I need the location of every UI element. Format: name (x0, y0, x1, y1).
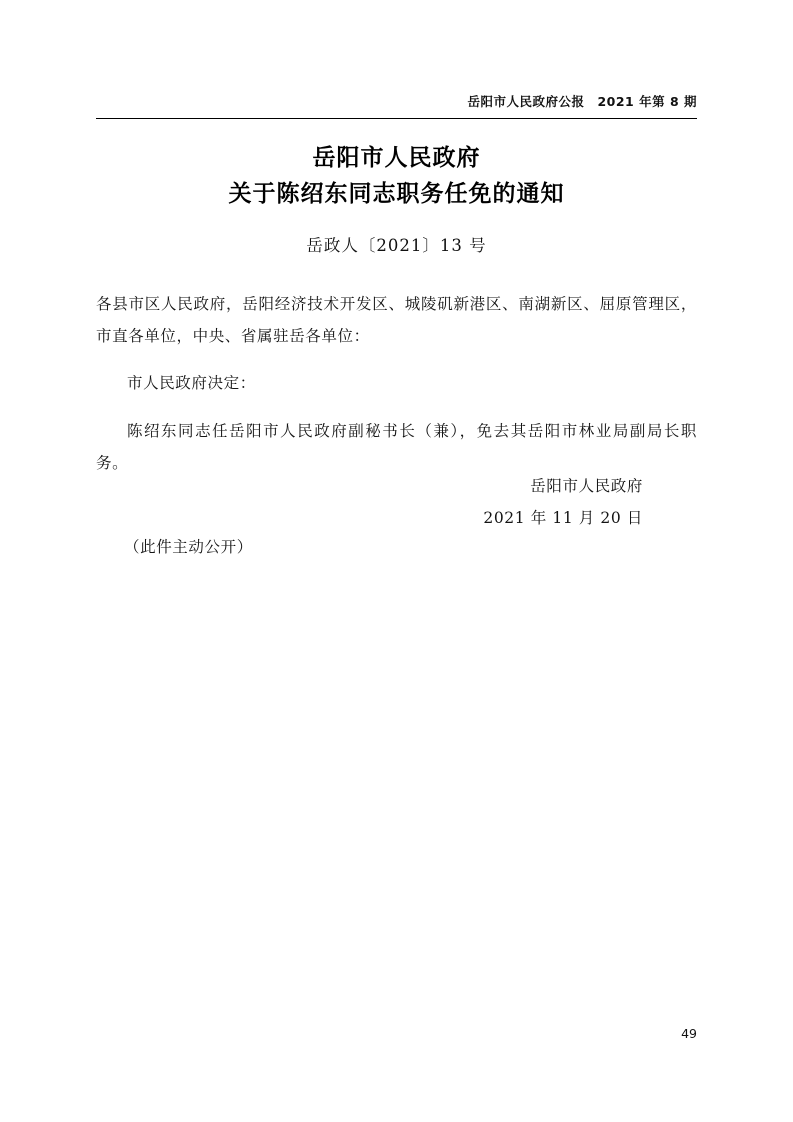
document-body (96, 272, 697, 494)
body-paragraph-2: 陈绍东同志任岳阳市人民政府副秘书长（兼），免去其岳阳市林业局副局长职务。 (96, 421, 697, 472)
page-title-line-2: 关于陈绍东同志职务任免的通知 (228, 181, 565, 207)
document-number: 岳政人〔2021〕13 号 (306, 236, 487, 255)
issue-date: 2021 年 11 月 20 日 (483, 509, 643, 527)
addressee-paragraph: 各县市区人民政府，岳阳经济技术开发区、城陵矶新港区、南湖新区、屈原管理区，市直各单位，中央、省属驻岳各单位： (96, 294, 697, 345)
issuing-authority: 岳阳市人民政府 (530, 477, 643, 495)
body-paragraph-1: 市人民政府决定： (127, 374, 256, 392)
signature-block (96, 470, 697, 534)
title-block (96, 140, 697, 256)
page-number: 49 (681, 1026, 697, 1041)
header-divider (96, 118, 697, 119)
disclosure-note: （此件主动公开） (124, 538, 253, 556)
running-head: 岳阳市人民政府公报 2021 年第 8 期 (467, 94, 697, 109)
page-title-line-1: 岳阳市人民政府 (312, 145, 481, 171)
